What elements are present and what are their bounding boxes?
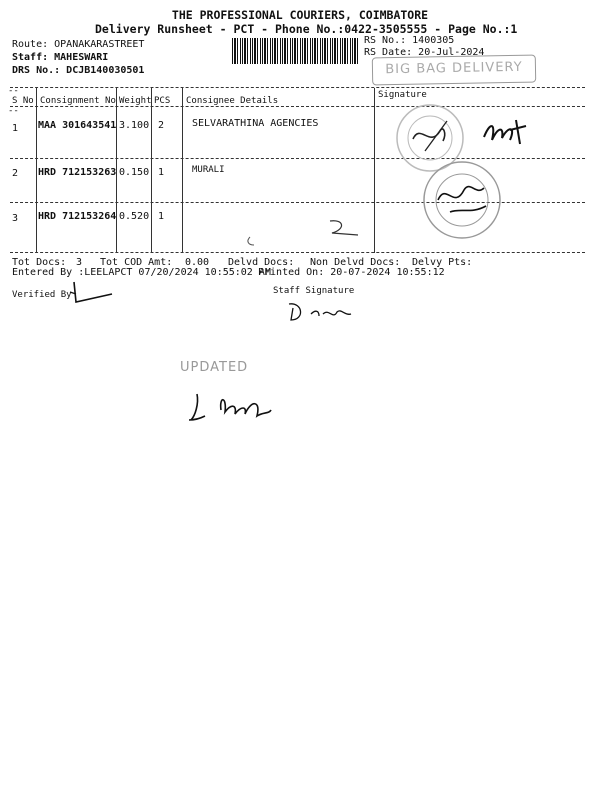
delvd-docs-label: Delvd Docs:	[228, 257, 295, 268]
non-delvd-docs-label: Non Delvd Docs:	[310, 257, 401, 268]
staff-signature-label: Staff Signature	[273, 286, 355, 296]
tot-docs-label: Tot Docs:	[12, 257, 67, 268]
col-consignee: Consignee Details	[186, 96, 279, 106]
rs-number: RS No.: 1400305	[364, 35, 455, 46]
row3-consignment: HRD 712153264	[38, 211, 117, 222]
tot-cod-label: Tot COD Amt:	[100, 257, 173, 268]
rs-date: RS Date: 20-Jul-2024	[364, 47, 485, 58]
barcode	[232, 38, 358, 64]
row2-pcs: 1	[158, 167, 165, 178]
verified-by-label: Verified By	[12, 290, 72, 300]
col-signature: Signature	[378, 90, 427, 100]
row1-weight: 3.100	[119, 120, 150, 131]
row1-sno: 1	[12, 123, 19, 134]
col-weight: Weight	[119, 96, 152, 106]
row3-sno: 3	[12, 213, 19, 224]
tot-cod-value: 0.00	[185, 257, 210, 268]
col-consignment: Consignment No	[40, 96, 116, 106]
company-title: THE PROFESSIONAL COURIERS, COIMBATORE	[171, 8, 429, 22]
delvy-pts-label: Delvy Pts:	[412, 257, 473, 268]
row1-consignee: SELVARATHINA AGENCIES	[192, 118, 319, 129]
header-divider-top	[10, 87, 585, 88]
handwritten-signature-1	[480, 112, 530, 152]
big-bag-delivery-stamp: BIG BAG DELIVERY	[372, 55, 536, 86]
row2-sno: 2	[12, 168, 19, 179]
scribble-mark-row3	[240, 215, 360, 255]
row3-weight: 0.520	[119, 211, 150, 222]
printed-on: Printed On: 20-07-2024 10:55:12	[258, 267, 445, 278]
row2-consignee: MURALI	[192, 165, 225, 175]
route-label: Route: OPANAKARASTREET	[12, 39, 145, 50]
row1-consignment: MAA 301643541	[38, 120, 117, 131]
staff-label: Staff: MAHESWARI	[12, 52, 109, 63]
staff-signature-mark	[285, 300, 355, 324]
row1-pcs: 2	[158, 120, 165, 131]
entered-by: Entered By :LEELAPCT 07/20/2024 10:55:02 AM	[12, 267, 271, 278]
row2-weight: 0.150	[119, 167, 150, 178]
drs-number: DRS No.: DCJB140030501	[12, 65, 145, 76]
updated-initials-signature	[185, 390, 275, 426]
row2-consignment: HRD 712153263	[38, 167, 117, 178]
updated-stamp: UPDATED	[180, 360, 249, 375]
header-divider-bottom	[10, 106, 585, 107]
col-pcs: PCS	[154, 96, 171, 106]
col-sno: S No	[12, 96, 34, 106]
runsheet-subtitle: Delivery Runsheet - PCT - Phone No.:0422-3505555 - Page No.:1	[95, 22, 518, 36]
tot-docs-value: 3	[76, 257, 83, 268]
verified-by-signature	[68, 280, 118, 310]
circular-company-stamp-2	[420, 160, 505, 240]
row3-pcs: 1	[158, 211, 165, 222]
row1-divider	[10, 158, 585, 159]
